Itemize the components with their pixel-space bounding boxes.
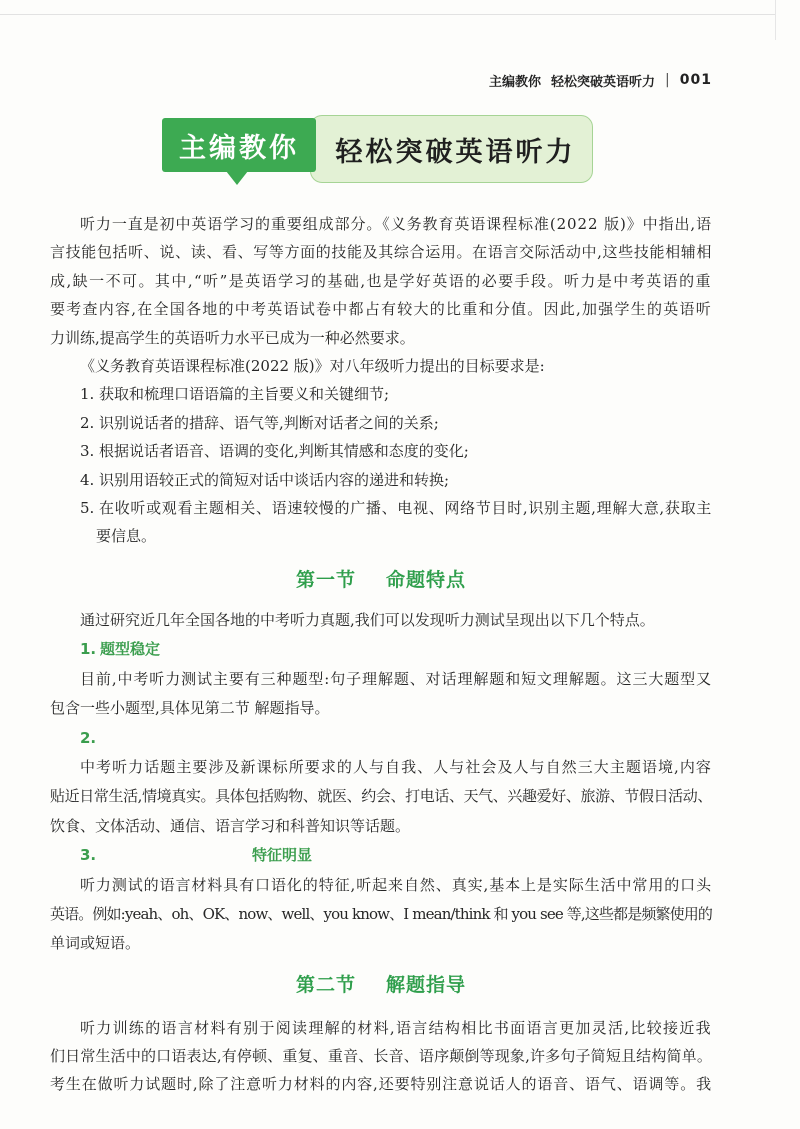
section-number: 第一节 (295, 569, 356, 591)
feature-number: 3. (80, 846, 97, 865)
section-title: 解题指导 (386, 974, 467, 996)
scan-top-edge (0, 14, 775, 15)
section-heading (50, 566, 712, 594)
feature-heading (80, 635, 712, 664)
line-text: 考生在做听力试题时,除了注意听力材料的内容,还要特别注意说话人的语音、语气、语调等。我 (50, 1075, 712, 1093)
banner-title (310, 115, 593, 183)
paragraph-line (50, 324, 712, 352)
line-text: 听力训练的语言材料有别于阅读理解的材料,语言结构相比书面语言更加灵活,比较接近我 (80, 1019, 712, 1037)
line-text: 听力一直是初中英语学习的重要组成部分。《义务教育英语课程标准(2022 版)》中指出,语 (80, 215, 712, 233)
section-number: 第二节 (295, 974, 356, 996)
banner-title-text: 轻松突破英语听力 (335, 136, 576, 168)
section-2-body (50, 1014, 712, 1098)
line-text: 成,缺一不可。其中,“听”是英语学习的基础,也是学好英语的必要手段。听力是中考英语的重 (50, 271, 712, 290)
goals-lead-in (80, 352, 712, 380)
line-text: 言技能包括听、说、读、看、写等方面的技能及其综合运用。在语言交际活动中,这些技能相辅相 (50, 243, 712, 262)
banner-pointer-icon (226, 171, 248, 185)
paragraph-line (50, 694, 712, 723)
goal-text: 在收听或观看主题相关、语速较慢的广播、电视、网络节目时,识别主题,理解大意,获取主 (99, 498, 712, 517)
line-text: 《义务教育英语课程标准(2022 版)》对八年级听力提出的目标要求是: (80, 356, 545, 375)
line-text: 要考查内容,在全国各地的中考英语试卷中都占有较大的比重和分值。因此,加强学生的英语听 (50, 300, 712, 319)
goal-number: 1. (80, 385, 95, 404)
paragraph-line (50, 1042, 712, 1070)
goal-text: 识别说话者的措辞、语气等,判断对话者之间的关系; (99, 413, 439, 432)
line-text: 力训练,提高学生的英语听力水平已成为一种必然要求。 (50, 328, 415, 347)
line-text: 们日常生活中的口语表达,有停顿、重复、重音、长音、语序颠倒等现象,许多句子简短且结构简单。 (50, 1047, 712, 1065)
goal-item (80, 380, 712, 408)
section-heading (50, 971, 712, 999)
paragraph-line (80, 210, 712, 238)
paragraph-line (80, 753, 712, 782)
paragraph-line (80, 1014, 712, 1042)
line-text: 饮食、文体活动、通信、语言学习和科普知识等话题。 (50, 816, 411, 835)
goal-number: 5. (80, 498, 95, 517)
line-text: 通过研究近几年全国各地的中考听力真题,我们可以发现听力测试呈现出以下几个特点。 (80, 611, 655, 629)
paragraph-line (50, 782, 712, 811)
paragraph-line (50, 812, 712, 841)
goal-number: 3. (80, 442, 95, 461)
line-text: 听力测试的语言材料具有口语化的特征,听起来自然、真实,基本上是实际生活中常用的口头 (80, 875, 712, 894)
feature-title: 特征明显 (252, 846, 313, 865)
section-1-body (50, 606, 712, 959)
line-text: 目前,中考听力测试主要有三种题型:句子理解题、对话理解题和短文理解题。这三大题型又 (80, 669, 712, 688)
paragraph-line (50, 900, 712, 929)
line-text: 包含一些小题型,具体见第二节 解题指导。 (50, 699, 330, 718)
running-header (489, 70, 712, 90)
scan-right-edge (775, 0, 776, 40)
goal-number: 4. (80, 470, 95, 489)
goal-item-continuation (96, 522, 712, 550)
paragraph-line (50, 238, 712, 266)
paragraph-line (50, 295, 712, 323)
header-book-title: 轻松突破英语听力 (551, 74, 656, 90)
paragraph-line (80, 606, 712, 635)
line-text: 中考听力话题主要涉及新课标所要求的人与自我、人与社会及人与自然三大主题语境,内容 (80, 757, 712, 776)
goal-text: 要信息。 (96, 527, 157, 546)
paragraph-line (80, 871, 712, 900)
section-title: 命题特点 (386, 569, 467, 591)
banner-tag (162, 118, 316, 172)
paragraph-line (50, 267, 712, 295)
goal-number: 2. (80, 413, 95, 432)
header-divider: | (665, 72, 670, 88)
goal-item (80, 437, 712, 465)
line-text: 贴近日常生活,情境真实。具体包括购物、就医、约会、打电话、天气、兴趣爱好、旅游、节假日活动、 (50, 787, 712, 806)
feature-heading (80, 724, 712, 753)
paragraph-line (80, 665, 712, 694)
goal-text: 根据说话者语音、语调的变化,判断其情感和态度的变化; (99, 442, 469, 461)
page-number: 001 (679, 72, 712, 88)
goal-text: 识别用语较正式的简短对话中谈话内容的递进和转换; (99, 470, 450, 489)
feature-number: 1. (80, 640, 97, 659)
feature-title: 题型稳定 (100, 640, 161, 659)
feature-number: 2. (80, 728, 97, 747)
paragraph-line (50, 929, 712, 958)
goal-item (80, 494, 712, 522)
intro-section (50, 210, 712, 551)
feature-heading (80, 841, 712, 870)
goal-text: 获取和梳理口语语篇的主旨要义和关键细节; (99, 385, 390, 404)
banner-tag-text: 主编教你 (179, 132, 299, 164)
paragraph-line (50, 1070, 712, 1098)
line-text: 英语。例如:yeah、oh、OK、now、well、you know、I mean/think 和 you see 等,这些都是频繁使用的 (50, 904, 712, 923)
goal-item (80, 409, 712, 437)
line-text: 单词或短语。 (50, 934, 141, 953)
goal-item (80, 466, 712, 494)
header-section-label: 主编教你 (489, 74, 542, 90)
